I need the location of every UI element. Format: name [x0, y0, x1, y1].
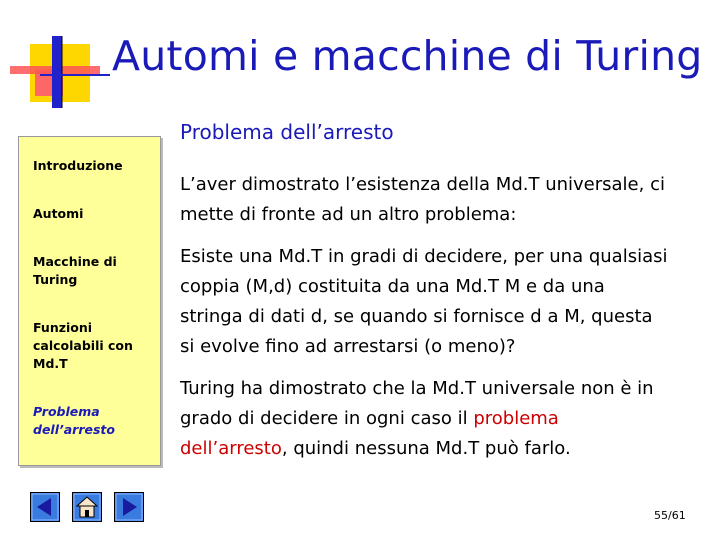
page-number: 55/61 [654, 509, 686, 522]
slide-logo-icon [0, 0, 110, 110]
paragraph-intro: L’aver dimostrato l’esistenza della Md.T universale, ci mette di fronte ad un altro problema: [180, 174, 665, 225]
slide-title: Automi e macchine di Turing [112, 32, 703, 80]
sidebar-panel [18, 136, 161, 466]
sidebar-item-introduzione[interactable]: Introduzione [33, 158, 123, 173]
halting-problem-link[interactable]: problema [473, 408, 559, 429]
slide-subtitle: Problema dell’arresto [180, 120, 394, 144]
sidebar-item-funzioni-calcolabili[interactable]: Funzioni calcolabili con Md.T [33, 320, 133, 371]
paragraph-question: Esiste una Md.T in gradi di decidere, per una qualsiasi coppia (M,d) costituita da una Md.T M e da una stringa di dati d, se quando si fornisce d a M, questa si evolve fino ad arrestarsi (o meno)? [180, 246, 668, 357]
halting-problem-link-cont[interactable]: dell’arresto [180, 438, 282, 459]
sidebar-item-automi[interactable]: Automi [33, 206, 84, 221]
paragraph-conclusion: Turing ha dimostrato che la Md.T universale non è in grado di decidere in ogni caso il problema dell’arresto, quindi nessuna Md.T può farlo. [180, 378, 654, 459]
sidebar-item-problema-arresto[interactable]: Problema dell’arresto [33, 404, 115, 437]
previous-button[interactable] [30, 492, 60, 522]
sidebar-item-macchine-di-turing[interactable]: Macchine di Turing [33, 254, 117, 287]
home-button[interactable] [72, 492, 102, 522]
next-button[interactable] [114, 492, 144, 522]
